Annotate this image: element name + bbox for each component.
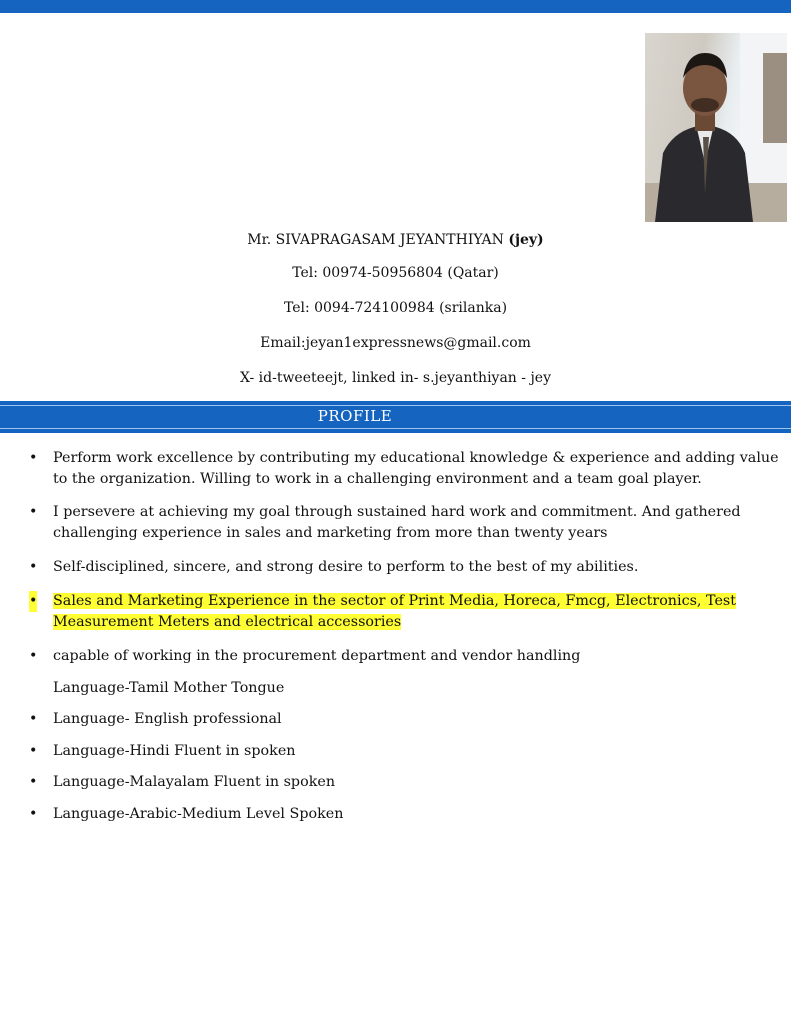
section-title: PROFILE — [317, 407, 393, 425]
list-item-text: capable of working in the procurement department and vendor handling — [53, 648, 581, 664]
list-item-text — [53, 591, 788, 633]
bullet-marker: • — [29, 806, 38, 822]
list-item-text: Self-disciplined, sincere, and strong desire to perform to the best of my abilities. — [53, 559, 639, 575]
list-item-text: Language- English professional — [53, 711, 282, 727]
list-item-text: Language-Arabic-Medium Level Spoken — [53, 806, 344, 822]
profile-section-header — [0, 401, 791, 433]
highlighted-text: Sales and Marketing Experience in the sector of Print Media, Horeca, Fmcg, Electronics, Test Measurement Meters and electrical accessories — [53, 593, 736, 630]
list-item-text: Language-Tamil Mother Tongue — [53, 680, 285, 696]
bullet-marker: • — [29, 743, 38, 759]
candidate-name: Mr. SIVAPRAGASAM JEYANTHIYAN (jey) — [247, 232, 544, 248]
candidate-nickname: (jey) — [508, 232, 544, 248]
bullet-marker: • — [29, 450, 38, 466]
bullet-marker: • — [29, 711, 38, 727]
bullet-marker: • — [29, 504, 38, 520]
profile-photo — [645, 33, 787, 222]
bullet-marker: • — [29, 774, 38, 790]
social-handles: X- id-tweeteejt, linked in- s.jeyanthiyan - jey — [240, 370, 551, 386]
list-item-text: I persevere at achieving my goal through sustained hard work and commitment. And gathered challenging experience in sales and marketing from more than twenty years — [53, 504, 741, 541]
bullet-marker: • — [29, 559, 38, 575]
list-item-text: Perform work excellence by contributing my educational knowledge & experience and adding value to the organization. Willing to work in a challenging environment and a team goal player. — [53, 450, 779, 487]
email-address: Email:jeyan1expressnews@gmail.com — [260, 335, 531, 351]
phone-qatar: Tel: 00974-50956804 (Qatar) — [292, 265, 499, 281]
bullet-marker: • — [29, 648, 38, 664]
list-item-text: Language-Hindi Fluent in spoken — [53, 743, 296, 759]
top-color-bar — [0, 0, 791, 13]
phone-srilanka: Tel: 0094-724100984 (srilanka) — [283, 300, 508, 316]
list-item-text: Language-Malayalam Fluent in spoken — [53, 774, 336, 790]
bullet-marker: • — [29, 591, 37, 612]
